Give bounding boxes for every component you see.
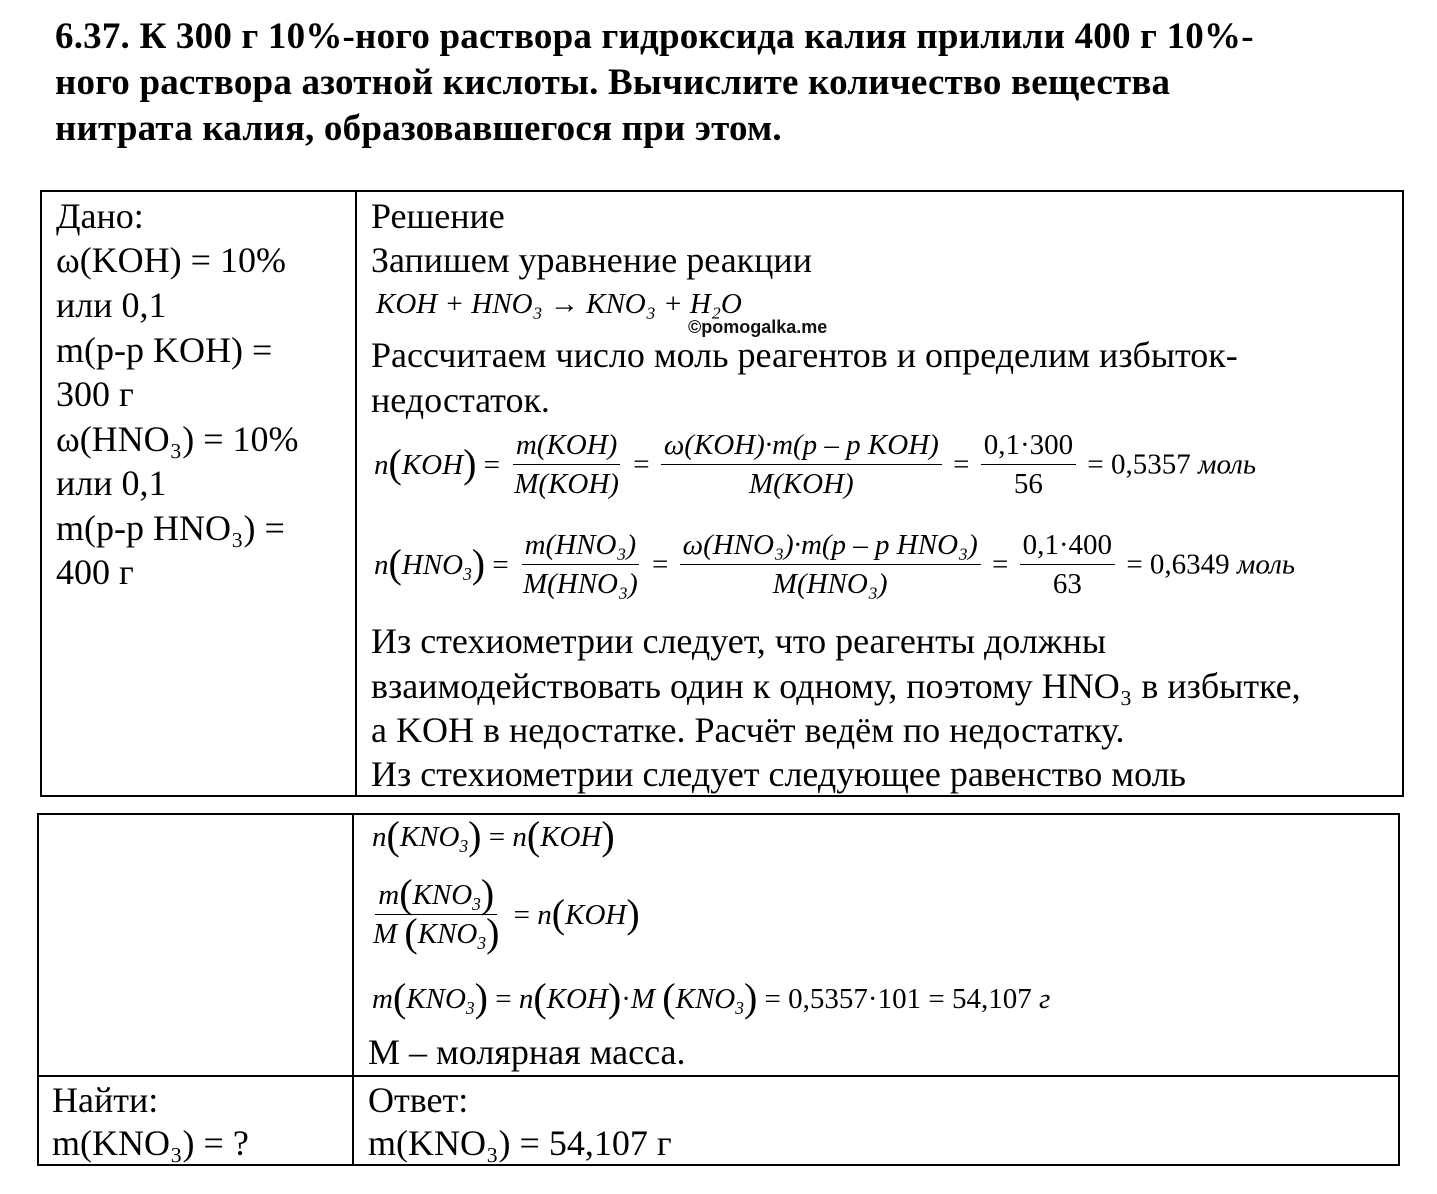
frac-numerator: ω(HNO₃)·m(p – p HNO₃) bbox=[680, 526, 981, 565]
frac-denominator: 63 bbox=[1052, 568, 1082, 600]
frac-denominator: M(KOH) bbox=[748, 468, 854, 500]
result-unit: моль bbox=[1197, 448, 1257, 481]
frac-numerator: 0,1·300 bbox=[981, 426, 1076, 465]
stoich-line-3: а KOH в недостатке. Расчёт ведём по недостатку. bbox=[371, 710, 1125, 750]
answer-title: Ответ: bbox=[368, 1080, 469, 1120]
given-line: 300 г bbox=[56, 374, 134, 414]
given-line: или 0,1 bbox=[56, 285, 167, 325]
result-unit: г bbox=[1038, 983, 1051, 1015]
formula-n-koh: n(KOH) = $\frac{\text{m(KOH)}}{\text{M(KOH)}}$ = $\frac{\text{ω(KOH)·m(p – p KOH)}}{\text{M(KOH)}}$ = $\frac{0,1\cdot 300}{56}$ = 0,5357 моль bbox=[374, 426, 1256, 503]
frac-numerator: ω(KOH)·m(p – p KOH) bbox=[661, 426, 942, 465]
find-value: m(KNO₃) = ? bbox=[52, 1123, 249, 1163]
row-divider bbox=[39, 1075, 1398, 1077]
result-value: 0,5357 bbox=[1110, 448, 1191, 481]
calc-value: 0,5357·101 bbox=[788, 983, 922, 1015]
given-line: или 0,1 bbox=[56, 463, 167, 503]
given-line: ω(HNO₃) = 10% bbox=[56, 419, 299, 459]
find-title: Найти: bbox=[52, 1080, 159, 1120]
stoich-line-2: взаимодействовать один к одному, поэтому HNO₃ в избытке, bbox=[371, 666, 1301, 706]
frac-numerator: m(KOH) bbox=[513, 426, 621, 465]
formula-mass-kno3: $m(KNO_3) = n(KOH)\cdot M$ $(KNO_3) = 0,5357\cdot 101 = 54,107$ г bbox=[372, 975, 1051, 1020]
problem-line-3: нитрата калия, образовавшегося при этом. bbox=[55, 108, 782, 149]
calc-intro-line-2: недостаток. bbox=[371, 380, 550, 420]
given-line: m(р-р KOH) = bbox=[56, 330, 273, 370]
result-value: 0,6349 bbox=[1149, 548, 1230, 581]
solution-title: Решение bbox=[371, 196, 505, 236]
frac-denominator: 56 bbox=[1013, 468, 1043, 500]
stoich-line-4: Из стехиометрии следует следующее равенство моль bbox=[371, 754, 1186, 794]
formula-n-hno3: $n(HNO_3)$ = $\frac{\text{m(HNO₃)}}{\text{M(HNO₃)}}$ = $\frac{\text{ω(HNO₃)·m(p – p HNO₃)}}{\text{M(HNO₃)}}$ = $\frac{0,1\cdot 400}{63}$ = 0,6349 моль bbox=[374, 526, 1295, 603]
calc-intro-line-1: Рассчитаем число моль реагентов и определим избыток- bbox=[371, 335, 1238, 375]
problem-statement bbox=[55, 14, 1395, 152]
column-divider bbox=[355, 192, 357, 795]
frac-denominator: M(KOH) bbox=[514, 468, 619, 500]
formula-mass-ratio: $\frac{m(KNO_3)}{M (KNO_3)}$ = n(KOH) bbox=[373, 871, 640, 955]
problem-line-2: ного раствора азотной кислоты. Вычислите количество вещества bbox=[55, 62, 1171, 103]
given-line: m(р-р HNO₃) = bbox=[56, 508, 285, 548]
solution-intro: Запишем уравнение реакции bbox=[371, 240, 812, 280]
frac-numerator: 0,1·400 bbox=[1020, 526, 1115, 565]
given-line: 400 г bbox=[56, 552, 134, 592]
frac-denominator: M(HNO₃) bbox=[522, 568, 638, 600]
result-value: 54,107 bbox=[951, 983, 1032, 1015]
reaction-equation: KOH + HNO₃ → KNO₃ + H₂O bbox=[376, 288, 742, 320]
given-line: ω(KOH) = 10% bbox=[56, 240, 286, 280]
given-title: Дано: bbox=[56, 196, 144, 236]
watermark: ©pomogalka.me bbox=[688, 317, 828, 337]
frac-denominator: M(HNO₃) bbox=[772, 568, 888, 600]
formula-n-kno3-equality: $n(KNO_3) = n(KOH)$ bbox=[372, 813, 615, 858]
result-unit: моль bbox=[1236, 548, 1296, 581]
problem-line-1: 6.37. К 300 г 10%-ного раствора гидроксида калия прилили 400 г 10%- bbox=[55, 16, 1254, 57]
frac-numerator: m(HNO₃) bbox=[522, 526, 640, 565]
column-divider bbox=[352, 815, 354, 1164]
answer-value: m(KNO₃) = 54,107 г bbox=[368, 1123, 672, 1163]
molar-mass-note: M – молярная масса. bbox=[368, 1032, 686, 1072]
stoich-line-1: Из стехиометрии следует, что реагенты должны bbox=[371, 621, 1107, 661]
